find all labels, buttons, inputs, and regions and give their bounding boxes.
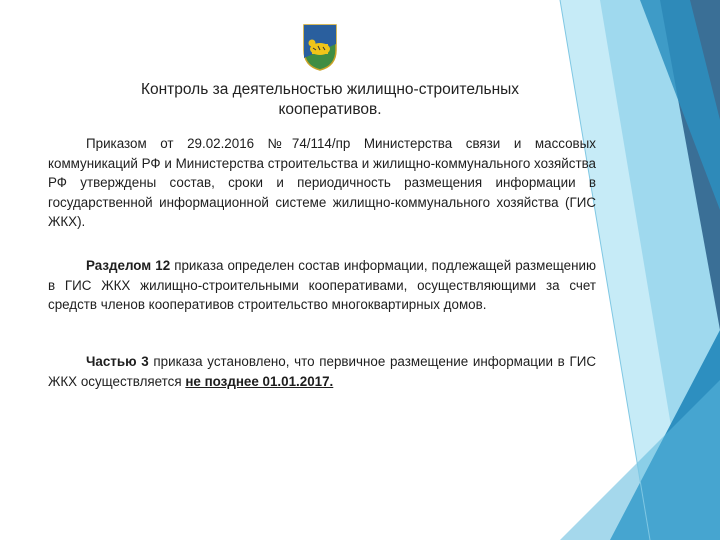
title-line-1: Контроль за деятельностью жилищно-строительных — [140, 81, 520, 98]
paragraph-3-text: приказа установлено, что первичное размещение информации в ГИС ЖКХ осуществляется — [48, 354, 596, 389]
page-title — [80, 80, 580, 120]
paragraph-2-bold-lead: Разделом 12 — [86, 258, 171, 273]
paragraph-section-12 — [48, 256, 596, 315]
title-line-2: кооперативов. — [278, 101, 382, 118]
coat-of-arms-icon — [298, 22, 342, 72]
paragraph-order-info — [48, 134, 596, 232]
paragraph-3-bold-lead: Частью 3 — [86, 354, 149, 369]
paragraph-1-text: Приказом от 29.02.2016 №74/114/пр Министерства связи и массовых коммуникаций РФ и Министерства строительства и жилищно-коммунального хозяйства РФ утверждены состав, сроки и периодичность размещения информации в государственной информационной системе жилищно-коммунального хозяйства (ГИС ЖКХ). — [48, 136, 596, 229]
paragraph-2-text: приказа определен состав информации, подлежащей размещению в ГИС ЖКХ жилищно-строительными кооперативами, осуществляющими за счет средств членов кооперативов строительство многоквартирных домов. — [48, 258, 596, 312]
paragraph-part-3 — [48, 352, 596, 391]
deadline-text: не позднее 01.01.2017. — [185, 373, 334, 389]
